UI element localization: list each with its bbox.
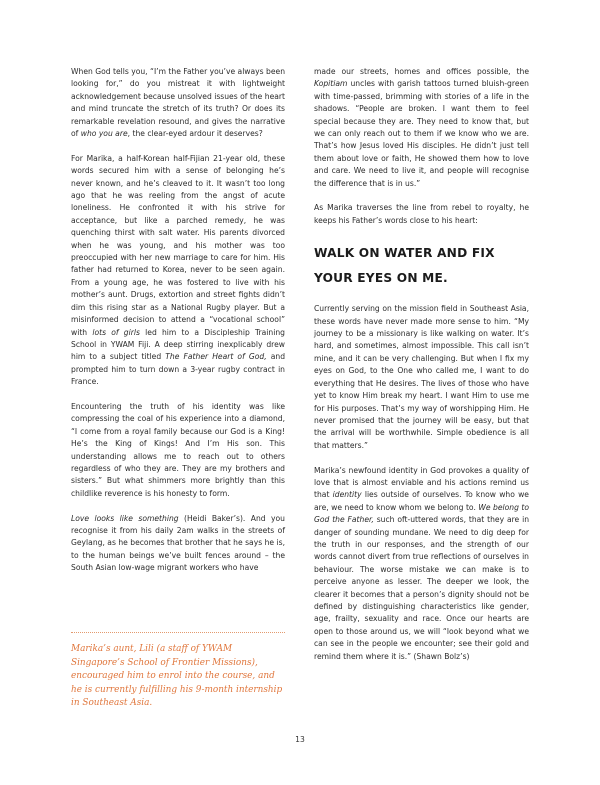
pullquote-divider	[71, 632, 285, 633]
text-run: uncles with garish tattoos turned bluish-green with time-passed, brimming with stories of a life in the shadows. “People are broken. I want them to feel special because they are. They need to know that, but we can only reach out to them if we know who we are. That’s how Jesus loved His disciples. He didn’t just tell them about love or faith, He showed them how to love and care. We need to live it, and people will recognise the difference that is in us.”	[314, 79, 529, 188]
italic-text: lots of girls	[92, 327, 140, 337]
pullquote: Marika’s aunt, Lili (a staff of YWAM Singapore’s School of Frontier Missions), encouraged him to enrol into the course, and he is currently fulfilling his 9-month internship in Southeast Asia.	[71, 644, 283, 709]
italic-text: who you are	[80, 129, 128, 139]
text-run: lies outside of ourselves. To know who we are, we need to know whom we belong to.	[314, 490, 529, 512]
text-run: led him to a Discipleship Training School in YWAM Fiji. A deep stirring inexplicably drew him to a subject titled	[71, 327, 285, 362]
text-run: When God tells you, “I’m the Father you’ve always been looking for,” do you mistreat it with lightweight acknowledgement because unsolved issues of the heart and mind truncate the stretch of its truth? Or does its remarkable revelation resound, and gives the narrative of	[71, 67, 286, 139]
text-run: For Marika, a half-Korean half-Fijian 21-year old, these words secured him with a sense of belonging he’s never known, and he’s cleaved to it. It wasn’t too long ago that he was reeling from the angst of acute loneliness. He confronted it with his strive for acceptance, but like a parched remedy, he was quenching thirst with salt water. His parents divorced when he was young, and his mother was too preoccupied with her new marriage to care for him. His father had returned to Korea, never to be seen again. From a young age, he was fostered to live with his mother’s aunt. Drugs, extortion and street fights didn’t dim this rising star as a National Rugby player. But a misinformed decision to attend a “vocational school” with	[71, 153, 285, 337]
text-run: and prompted him to turn down a 3-year rugby contract in France.	[71, 352, 286, 387]
paragraph	[71, 66, 285, 140]
text-run: (Heidi Baker’s). And you recognise it from his daily 2am walks in the streets of Geylang, as he becomes that brother that he says he is, to the human beings we’ve built fences around – the South Asian low-wage migrant workers who have	[71, 513, 285, 573]
text-run: Marika’s newfound identity in God provokes a quality of love that is almost enviable and his actions remind us that	[314, 465, 529, 500]
paragraph	[314, 66, 529, 190]
italic-text: We belong to God the Father,	[314, 502, 529, 525]
paragraph: Currently serving on the mission field in Southeast Asia, these words have never made more sense to him. “My journey to be a missionary is like walking on water. It’s hard, and sometimes, almost impossible. This call isn’t mine, and it can be very challenging. But when I fix my eyes on God, to the One who called me, I want to do everything that He desires. The lives of those who have yet to know Him break my heart. I want Him to use me for His purposes. That’s my way of worshipping Him. He never promised that the journey will be easy, but that the arrival will be worthwhile. Simple obedience is all that matters.”	[314, 304, 529, 450]
section-heading: WALK ON WATER AND FIX YOUR EYES ON ME.	[314, 246, 495, 286]
text-run: , the clear-eyed ardour it deserves?	[127, 129, 263, 139]
italic-text: The Father Heart of God,	[165, 352, 267, 362]
text-run: made our streets, homes and offices possible, the	[314, 67, 529, 76]
page-number: 13	[295, 735, 305, 744]
italic-text: Kopitiam	[314, 79, 348, 89]
left-column	[71, 66, 285, 587]
text-run: such oft-uttered words, that they are in danger of sounding mundane. We need to dig deep for the truth in our responses, and the strength of our words cannot divert from true reflections of ourselves in behaviour. The worse mistake we can make is to perceive anyone as lesser. The deeper we look, the clearer it becomes that a person’s dignity should not be defined by distinguishing characteristics like gender, age, frailty, sexuality and race. Once our hearts are open to those around us, we will “look beyond what we can see in the people we encounter; see their gold and remind them where it is.” (Shawn Bolz’s)	[314, 515, 530, 661]
paragraph: As Marika traverses the line from rebel to royalty, he keeps his Father’s words close to his heart:	[314, 203, 529, 225]
paragraph	[71, 153, 285, 389]
right-column	[314, 66, 529, 675]
italic-text: Love looks like something	[71, 513, 179, 523]
italic-text: identity	[332, 490, 362, 500]
paragraph	[314, 465, 529, 664]
paragraph	[71, 513, 285, 575]
paragraph: Encountering the truth of his identity was like compressing the coal of his experience into a diamond, “I come from a royal family because our God is a King! He’s the King of Kings! And I’m His son. This understanding allows me to reach out to others regardless of who they are. They are my brothers and sisters.” But what shimmers more brightly than this childlike reverence is his honesty to form.	[71, 401, 285, 498]
